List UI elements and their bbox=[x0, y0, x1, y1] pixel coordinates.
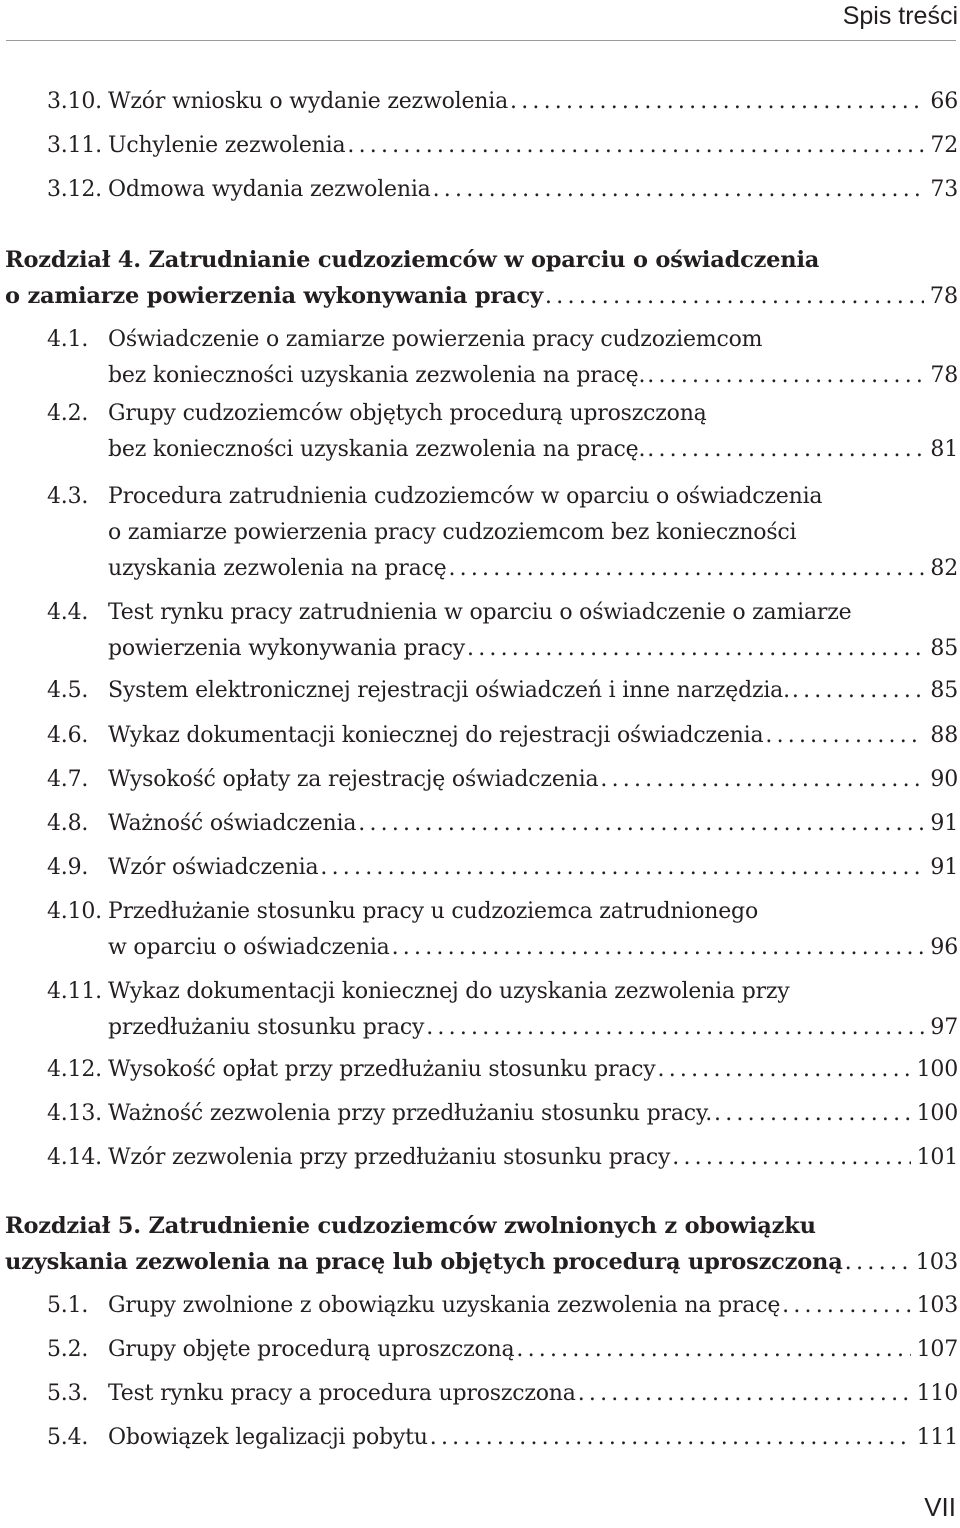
toc-page-number: 91 bbox=[930, 811, 958, 836]
toc-entry-title: Wysokość opłat przy przedłużaniu stosunku pracy bbox=[108, 1057, 656, 1082]
toc-entry-line bbox=[108, 1052, 958, 1088]
toc-entry-title: Procedura zatrudnienia cudzoziemców w oparciu o oświadczenia bbox=[108, 484, 823, 509]
toc-page-number: 73 bbox=[930, 177, 958, 202]
toc-entry-line bbox=[108, 128, 958, 164]
toc-entry-line bbox=[5, 278, 958, 314]
toc-entry-body bbox=[108, 1096, 958, 1132]
dot-leader bbox=[433, 172, 925, 208]
toc-entry-title: Test rynku pracy a procedura uproszczona bbox=[108, 1381, 576, 1406]
toc-entry-number: 3.12. bbox=[47, 177, 102, 202]
toc-chapter[interactable] bbox=[5, 1208, 958, 1280]
toc-page-number: 90 bbox=[930, 767, 958, 792]
page-header-title: Spis treści bbox=[842, 2, 958, 30]
toc-page-number: 72 bbox=[930, 133, 958, 158]
dot-leader bbox=[545, 278, 924, 314]
toc-entry-title: Grupy cudzoziemców objętych procedurą uproszczoną bbox=[108, 401, 707, 426]
toc-entry-line bbox=[108, 1140, 958, 1176]
toc-entry-number: 4.8. bbox=[47, 811, 89, 836]
toc-entry-title: Oświadczenie o zamiarze powierzenia pracy cudzoziemcom bbox=[108, 327, 763, 352]
toc-page-number: 91 bbox=[930, 855, 958, 880]
toc-entry-line bbox=[108, 1332, 958, 1368]
toc-page-number: 97 bbox=[930, 1015, 958, 1040]
toc-entry-number: 4.5. bbox=[47, 678, 89, 703]
toc-page-number: 107 bbox=[916, 1337, 958, 1362]
toc-page-number: 85 bbox=[930, 636, 958, 661]
toc-entry-number: 5.4. bbox=[47, 1425, 89, 1450]
dot-leader bbox=[765, 718, 924, 754]
dot-leader bbox=[320, 850, 924, 886]
dot-leader bbox=[845, 1244, 910, 1280]
toc-entry-title: Wysokość opłaty za rejestrację oświadczenia bbox=[108, 767, 599, 792]
toc-page-number: 111 bbox=[916, 1425, 958, 1450]
toc-entry-title: Obowiązek legalizacji pobytu bbox=[108, 1425, 428, 1450]
toc-page-number: 85 bbox=[930, 678, 958, 703]
toc-entry-line bbox=[108, 1010, 958, 1046]
toc-entry-number: 4.9. bbox=[47, 855, 89, 880]
toc-entry-number: 4.7. bbox=[47, 767, 89, 792]
toc-entry-number: 4.12. bbox=[47, 1057, 102, 1082]
toc-entry-line bbox=[108, 762, 958, 798]
toc-page-number: 100 bbox=[916, 1101, 958, 1126]
toc-entry-line bbox=[108, 1096, 958, 1132]
toc-entry-number: 5.3. bbox=[47, 1381, 89, 1406]
toc-entry-body bbox=[108, 1376, 958, 1412]
dot-leader bbox=[426, 1010, 924, 1046]
toc-entry-title: o zamiarze powierzenia pracy cudzoziemcom bez konieczności bbox=[108, 520, 797, 545]
toc-entry-title: powierzenia wykonywania pracy bbox=[108, 636, 466, 661]
toc-entry-title: System elektronicznej rejestracji oświadczeń i inne narzędzia. bbox=[108, 678, 790, 703]
dot-leader bbox=[782, 1288, 910, 1324]
toc-entry-title: przedłużaniu stosunku pracy bbox=[108, 1015, 425, 1040]
toc-entry-body bbox=[108, 806, 958, 842]
dot-leader bbox=[600, 762, 924, 798]
toc-page-number: 103 bbox=[916, 1293, 958, 1318]
toc-entry-line bbox=[108, 850, 958, 886]
toc-entry-line bbox=[5, 242, 958, 278]
dot-leader bbox=[647, 432, 924, 468]
page-number: VII bbox=[924, 1492, 956, 1522]
toc-entry-number: 4.3. bbox=[47, 484, 89, 509]
toc-entry-line bbox=[108, 322, 958, 358]
toc-entry-number: 5.2. bbox=[47, 1337, 89, 1362]
toc-chapter[interactable] bbox=[5, 242, 958, 314]
toc-entry-number: 4.13. bbox=[47, 1101, 102, 1126]
toc-entry-title: Wzór oświadczenia bbox=[108, 855, 319, 880]
toc-entry-line bbox=[108, 718, 958, 754]
toc-entry-body bbox=[108, 850, 958, 886]
toc-entry-body bbox=[108, 1288, 958, 1324]
toc-entry-line bbox=[108, 432, 958, 468]
toc-entry-title: Wykaz dokumentacji koniecznej do rejestracji oświadczenia bbox=[108, 723, 764, 748]
toc-entry-body bbox=[108, 479, 958, 587]
toc-entry-body bbox=[108, 1332, 958, 1368]
toc-entry-body bbox=[108, 322, 958, 394]
toc-entry-body bbox=[108, 172, 958, 208]
dot-leader bbox=[510, 84, 924, 120]
toc-entry-title: Rozdział 4. Zatrudnianie cudzoziemców w oparciu o oświadczenia bbox=[5, 247, 820, 273]
dot-leader bbox=[714, 1096, 911, 1132]
toc-entry-line bbox=[108, 806, 958, 842]
toc-entry-title: Rozdział 5. Zatrudnienie cudzoziemców zwolnionych z obowiązku bbox=[5, 1213, 816, 1239]
toc-entry-title: uzyskania zezwolenia na pracę lub objętych procedurą uproszczoną bbox=[5, 1249, 843, 1275]
toc-entry-title: Wykaz dokumentacji koniecznej do uzyskania zezwolenia przy bbox=[108, 979, 790, 1004]
toc-entry-title: w oparciu o oświadczenia bbox=[108, 935, 390, 960]
dot-leader bbox=[448, 551, 924, 587]
toc-entry-body bbox=[108, 894, 958, 966]
toc-page-number: 103 bbox=[915, 1249, 958, 1275]
toc-page-number: 88 bbox=[930, 723, 958, 748]
dot-leader bbox=[578, 1376, 911, 1412]
toc-entry-body bbox=[108, 1140, 958, 1176]
toc-entry-number: 5.1. bbox=[47, 1293, 89, 1318]
toc-entry-title: Grupy zwolnione z obowiązku uzyskania zezwolenia na pracę bbox=[108, 1293, 781, 1318]
toc-entry-body bbox=[108, 396, 958, 468]
toc-entry-line bbox=[108, 930, 958, 966]
toc-entry-title: Ważność zezwolenia przy przedłużaniu stosunku pracy. bbox=[108, 1101, 712, 1126]
toc-entry-number: 4.4. bbox=[47, 600, 89, 625]
toc-entry-title: Ważność oświadczenia bbox=[108, 811, 357, 836]
toc-entry-body bbox=[108, 595, 958, 667]
toc-entry-number: 4.14. bbox=[47, 1145, 102, 1170]
dot-leader bbox=[430, 1420, 911, 1456]
toc-entry-title: Grupy objęte procedurą uproszczoną bbox=[108, 1337, 515, 1362]
dot-leader bbox=[516, 1332, 910, 1368]
toc-entry-line bbox=[108, 1420, 958, 1456]
toc-entry-line bbox=[108, 172, 958, 208]
toc-page-number: 96 bbox=[930, 935, 958, 960]
toc-entry-line bbox=[108, 358, 958, 394]
toc-entry-title: Wzór wniosku o wydanie zezwolenia bbox=[108, 89, 508, 114]
toc-entry-body bbox=[108, 1052, 958, 1088]
toc-page-number: 110 bbox=[916, 1381, 958, 1406]
dot-leader bbox=[392, 930, 925, 966]
toc-entry-title: Uchylenie zezwolenia bbox=[108, 133, 346, 158]
toc-page-number: 81 bbox=[930, 437, 958, 462]
dot-leader bbox=[658, 1052, 911, 1088]
toc-entry-line bbox=[108, 1288, 958, 1324]
dot-leader bbox=[347, 128, 924, 164]
toc-entry-line bbox=[108, 551, 958, 587]
toc-entry-title: o zamiarze powierzenia wykonywania pracy bbox=[5, 283, 543, 309]
toc-entry-title: Przedłużanie stosunku pracy u cudzoziemca zatrudnionego bbox=[108, 899, 758, 924]
toc-page-number: 82 bbox=[930, 556, 958, 581]
toc-entry-title: uzyskania zezwolenia na pracę bbox=[108, 556, 447, 581]
toc-entry-body bbox=[108, 84, 958, 120]
dot-leader bbox=[792, 673, 925, 709]
toc-entry-line bbox=[108, 1376, 958, 1412]
dot-leader bbox=[672, 1140, 910, 1176]
toc-entry-line bbox=[5, 1244, 958, 1280]
toc-entry-line bbox=[108, 974, 958, 1010]
toc-entry-number: 4.2. bbox=[47, 401, 89, 426]
toc-entry-body bbox=[108, 673, 958, 709]
toc-entry-line bbox=[108, 631, 958, 667]
toc-entry-line bbox=[108, 396, 958, 432]
toc-entry-number: 4.6. bbox=[47, 723, 89, 748]
toc-entry-body bbox=[108, 762, 958, 798]
toc-entry-body bbox=[108, 974, 958, 1046]
toc-entry-line bbox=[108, 515, 958, 551]
toc-page-number: 66 bbox=[930, 89, 958, 114]
toc-entry-line bbox=[108, 673, 958, 709]
toc-entry-line bbox=[108, 479, 958, 515]
dot-leader bbox=[358, 806, 924, 842]
toc-entry-line bbox=[108, 84, 958, 120]
toc-entry-number: 4.1. bbox=[47, 327, 89, 352]
toc-entry-line bbox=[108, 595, 958, 631]
toc-entry-number: 4.10. bbox=[47, 899, 102, 924]
toc-entry-number: 3.11. bbox=[47, 133, 102, 158]
toc-entry-title: Odmowa wydania zezwolenia bbox=[108, 177, 431, 202]
toc-entry-body bbox=[108, 128, 958, 164]
toc-entry-line bbox=[5, 1208, 958, 1244]
toc-entry-body bbox=[108, 1420, 958, 1456]
toc-entry-line bbox=[108, 894, 958, 930]
toc-entry-body bbox=[108, 718, 958, 754]
toc-page-number: 101 bbox=[916, 1145, 958, 1170]
dot-leader bbox=[647, 358, 924, 394]
toc-page-number: 78 bbox=[930, 363, 958, 388]
toc-page-number: 100 bbox=[916, 1057, 958, 1082]
toc-entry-title: bez konieczności uzyskania zezwolenia na pracę. bbox=[108, 363, 646, 388]
toc-entry-title: Test rynku pracy zatrudnienia w oparciu o oświadczenie o zamiarze bbox=[108, 600, 852, 625]
toc-entry-title: Wzór zezwolenia przy przedłużaniu stosunku pracy bbox=[108, 1145, 671, 1170]
toc-entry-number: 3.10. bbox=[47, 89, 102, 114]
dot-leader bbox=[467, 631, 924, 667]
toc-page-number: 78 bbox=[929, 283, 958, 309]
toc-entry-title: bez konieczności uzyskania zezwolenia na pracę. bbox=[108, 437, 646, 462]
toc-entry-number: 4.11. bbox=[47, 979, 102, 1004]
